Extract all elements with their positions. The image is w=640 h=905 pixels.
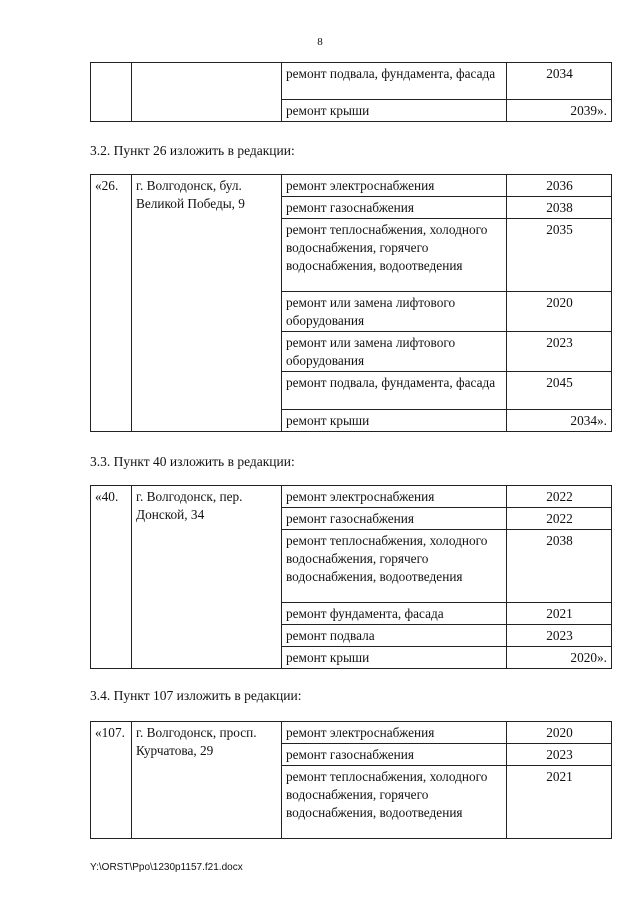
year-cell: 2034	[507, 63, 612, 100]
item-address: г. Волгодонск, просп. Курчатова, 29	[132, 722, 282, 839]
item-address: г. Волгодонск, бул. Великой Победы, 9	[132, 175, 282, 432]
year-cell: 2022	[507, 508, 612, 530]
work-cell: ремонт теплоснабжения, холодного водоснабжения, горячего водоснабжения, водоотведения	[282, 530, 507, 603]
file-path-footer: Y:\ORST\Ppo\1230p1157.f21.docx	[90, 862, 243, 873]
work-cell: ремонт электроснабжения	[282, 486, 507, 508]
table-section-40	[90, 485, 612, 669]
work-cell: ремонт подвала, фундамента, фасада	[282, 372, 507, 410]
address-cell	[132, 63, 282, 122]
year-cell: 2020	[507, 722, 612, 744]
year-cell: 2023	[507, 625, 612, 647]
work-cell: ремонт или замена лифтового оборудования	[282, 292, 507, 332]
page-number: 8	[317, 36, 323, 48]
year-cell: 2023	[507, 744, 612, 766]
work-cell: ремонт газоснабжения	[282, 508, 507, 530]
item-number: «26.	[91, 175, 132, 432]
work-cell: ремонт крыши	[282, 410, 507, 432]
section-heading: 3.4. Пункт 107 изложить в редакции:	[90, 688, 302, 703]
work-cell: ремонт крыши	[282, 100, 507, 122]
work-cell: ремонт или замена лифтового оборудования	[282, 332, 507, 372]
year-cell: 2021	[507, 766, 612, 839]
work-cell: ремонт газоснабжения	[282, 744, 507, 766]
item-number: «40.	[91, 486, 132, 669]
year-cell: 2045	[507, 372, 612, 410]
table-continuation	[90, 62, 612, 122]
section-heading: 3.2. Пункт 26 изложить в редакции:	[90, 143, 295, 158]
item-number: «107.	[91, 722, 132, 839]
item-address: г. Волгодонск, пер. Донской, 34	[132, 486, 282, 669]
work-cell: ремонт фундамента, фасада	[282, 603, 507, 625]
year-cell: 2020	[507, 292, 612, 332]
work-cell: ремонт подвала	[282, 625, 507, 647]
year-cell: 2023	[507, 332, 612, 372]
year-cell: 2020».	[507, 647, 612, 669]
year-cell: 2038	[507, 197, 612, 219]
year-cell: 2022	[507, 486, 612, 508]
work-cell: ремонт электроснабжения	[282, 722, 507, 744]
table-row	[91, 486, 612, 508]
work-cell: ремонт крыши	[282, 647, 507, 669]
year-cell: 2036	[507, 175, 612, 197]
table-row	[91, 175, 612, 197]
section-heading: 3.3. Пункт 40 изложить в редакции:	[90, 454, 295, 469]
work-cell: ремонт теплоснабжения, холодного водоснабжения, горячего водоснабжения, водоотведения	[282, 219, 507, 292]
work-cell: ремонт электроснабжения	[282, 175, 507, 197]
table-section-107	[90, 721, 612, 839]
number-cell	[91, 63, 132, 122]
year-cell: 2034».	[507, 410, 612, 432]
table-row	[91, 63, 612, 100]
table-row	[91, 722, 612, 744]
work-cell: ремонт подвала, фундамента, фасада	[282, 63, 507, 100]
table-section-26	[90, 174, 612, 432]
year-cell: 2035	[507, 219, 612, 292]
year-cell: 2038	[507, 530, 612, 603]
work-cell: ремонт теплоснабжения, холодного водоснабжения, горячего водоснабжения, водоотведения	[282, 766, 507, 839]
year-cell: 2021	[507, 603, 612, 625]
work-cell: ремонт газоснабжения	[282, 197, 507, 219]
year-cell: 2039».	[507, 100, 612, 122]
